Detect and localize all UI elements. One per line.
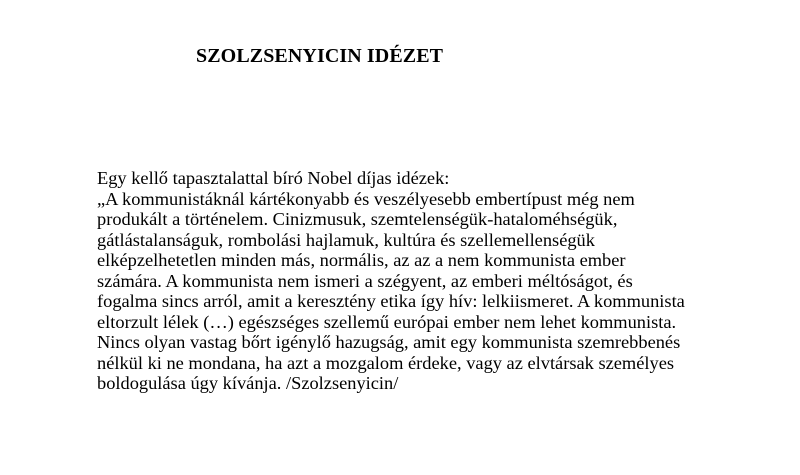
quote-body — [97, 168, 737, 394]
document-title: SZOLZSENYICIN IDÉZET — [196, 45, 444, 67]
quote-line: számára. A kommunista nem ismeri a szégyent, az emberi méltóságot, és — [97, 270, 633, 291]
quote-line: gátlástalanságuk, rombolási hajlamuk, kultúra és szellemellenségük — [97, 229, 595, 250]
quote-line: Nincs olyan vastag bőrt igénylő hazugság, amit egy kommunista szemrebbenés — [97, 332, 681, 352]
quote-line: fogalma sincs arról, amit a keresztény etika így hív: lelkiismeret. A kommunista — [97, 291, 685, 311]
quote-line: boldogulása úgy kívánja. /Szolzsenyicin/ — [97, 373, 399, 393]
quote-line: „A kommunistáknál kártékonyabb és veszélyesebb embertípust még nem — [97, 188, 635, 209]
quote-line: produkált a történelem. Cinizmusuk, szemtelenségük-hataloméhségük, — [97, 209, 618, 229]
quote-line: nélkül ki ne mondana, ha azt a mozgalom érdeke, vagy az elvtársak személyes — [97, 352, 675, 373]
quote-line: Egy kellő tapasztalattal bíró Nobel díjas idézek: — [97, 168, 450, 188]
quote-line: elképzelhetetlen minden más, normális, az az a nem kommunista ember — [97, 250, 626, 270]
quote-line: eltorzult lélek (…) egészséges szellemű európai ember nem lehet kommunista. — [97, 311, 677, 332]
